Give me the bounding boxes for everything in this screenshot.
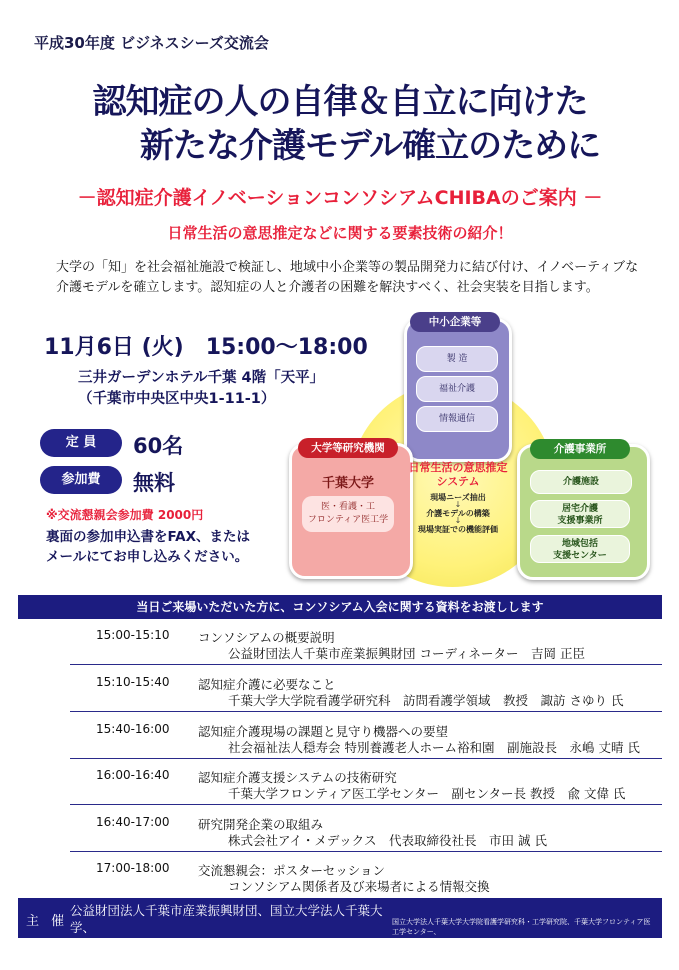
divider bbox=[70, 664, 662, 665]
subtitle: －認知症介護イノベーションコンソシアムCHIBAのご案内 － bbox=[77, 187, 603, 209]
care-item-facility: 介護施設 bbox=[530, 470, 632, 494]
schedule-topic: 交流懇親会：ポスターセッション bbox=[198, 863, 386, 878]
schedule-topic: コンソシアムの概要説明 bbox=[198, 630, 335, 645]
divider bbox=[70, 758, 662, 759]
center-title-line-1: 日常生活の意思推定 bbox=[408, 461, 508, 474]
schedule-speaker: 千葉大学フロンティア医工学センター 副センター長 教授 兪 文偉 氏 bbox=[228, 786, 626, 801]
venue-name: 三井ガーデンホテル千葉 4階「天平」 bbox=[78, 370, 325, 386]
venue bbox=[78, 368, 324, 410]
fee-badge: 参加費 bbox=[40, 466, 122, 494]
schedule-speaker: 千葉大学大学院看護学研究科 訪問看護学領域 教授 諏訪 さゆり 氏 bbox=[228, 693, 624, 708]
center-step-evaluation: 現場実証での機能評価 bbox=[418, 525, 498, 534]
organizer-line-2: 認知症介護イノベーションコンソシアムCHIBA設立準備委員会（ bbox=[70, 937, 394, 969]
schedule-banner: 当日ご来場いただいた方に、コンソシアム入会に関する資料をお渡しします bbox=[18, 595, 662, 619]
divider bbox=[70, 851, 662, 852]
schedule-topic: 認知症介護に必要なこと bbox=[198, 677, 336, 692]
schedule-time: 15:40-16:00 bbox=[96, 722, 170, 736]
schedule-speaker: 公益財団法人千葉市産業振興財団 コーディネーター 吉岡 正臣 bbox=[228, 646, 585, 661]
sme-header: 中小企業等 bbox=[410, 312, 500, 332]
committee-members bbox=[392, 917, 657, 957]
divider bbox=[70, 804, 662, 805]
committee-line-1: 国立大学法人千葉大学大学院看護学研究科・工学研究院、千葉大学フロンティア医工学センター、 bbox=[392, 918, 651, 936]
down-arrow-icon: ↓ bbox=[454, 500, 462, 509]
university-departments-line-2: フロンティア医工学 bbox=[307, 515, 389, 525]
center-step-model: 介護モデルの構築 bbox=[426, 509, 490, 518]
schedule-time: 16:40-17:00 bbox=[96, 815, 170, 829]
venue-address: （千葉市中央区中央1-11-1） bbox=[78, 391, 276, 407]
apply-line-1: 裏面の参加申込書をFAX、または bbox=[46, 529, 251, 545]
university-name: 千葉大学 bbox=[321, 476, 374, 491]
sme-item-welfare: 福祉介護 bbox=[416, 376, 498, 402]
schedule-speaker: コンソシアム関係者及び来場者による情報交換 bbox=[228, 879, 490, 894]
intro-line-2: 介護モデルを確立します。認知症の人と介護者の困難を解決すべく、社会実装を目指します。 bbox=[56, 280, 599, 295]
main-title-line-2: 新たな介護モデル確立のために bbox=[139, 126, 601, 166]
intro-line-1: 大学の「知」を社会福祉施設で検証し、地域中小企業等の製品開発力に結び付け、イノベーティブな bbox=[56, 260, 639, 275]
sme-item-ict: 情報通信 bbox=[416, 406, 498, 432]
capacity-value: 60名 bbox=[133, 434, 184, 458]
schedule-time: 17:00-18:00 bbox=[96, 861, 170, 875]
fee-value: 無料 bbox=[133, 471, 175, 495]
party-fee-note: ※交流懇親会参加費 2000円 bbox=[46, 508, 204, 522]
event-datetime: 11月6日 (火) 15:00～18:00 bbox=[44, 335, 368, 360]
organizer-line-1: 公益財団法人千葉市産業振興財団、国立大学法人千葉大学、 bbox=[70, 903, 383, 935]
schedule-speaker: 株式会社アイ・メデックス 代表取締役社長 市田 誠 氏 bbox=[228, 833, 547, 848]
apply-line-2: メールにてお申し込みください。 bbox=[46, 549, 249, 565]
care-header: 介護事業所 bbox=[530, 439, 630, 459]
care-item-community-center: 地域包括 支援センター bbox=[530, 535, 630, 563]
committee-line-2: 株式会社アイ・メデックス、株式会社エー・シー・イー、こだま国際特許商標事務所 ） bbox=[392, 938, 651, 956]
care-item-home-care: 居宅介護 支援事業所 bbox=[530, 500, 630, 528]
university-departments bbox=[302, 496, 394, 532]
schedule-topic: 研究開発企業の取組み bbox=[198, 817, 324, 832]
main-title-line-1: 認知症の人の自律＆自立に向けた bbox=[92, 82, 588, 122]
center-system-title bbox=[403, 461, 513, 489]
schedule-time: 15:00-15:10 bbox=[96, 628, 170, 642]
center-step-needs: 現場ニーズ抽出 bbox=[430, 493, 486, 502]
schedule-time: 16:00-16:40 bbox=[96, 768, 170, 782]
apply-instructions bbox=[46, 527, 250, 567]
down-arrow-icon: ↓ bbox=[454, 516, 462, 525]
capacity-badge: 定 員 bbox=[40, 429, 122, 457]
schedule-speaker: 社会福祉法人穏寿会 特別養護老人ホーム裕和園 副施設長 永嶋 丈晴 氏 bbox=[228, 740, 640, 755]
university-header: 大学等研究機関 bbox=[298, 438, 398, 458]
university-departments-line-1: 医・看護・工 bbox=[320, 502, 375, 512]
schedule-topic: 認知症介護現場の課題と見守り機器への要望 bbox=[198, 724, 449, 739]
schedule-time: 15:10-15:40 bbox=[96, 675, 170, 689]
center-title-line-2: システム bbox=[436, 475, 480, 488]
tagline: 日常生活の意思推定などに関する要素技術の紹介！ bbox=[167, 224, 513, 242]
divider bbox=[70, 711, 662, 712]
event-name: 平成30年度 ビジネスシーズ交流会 bbox=[34, 34, 269, 52]
sme-item-manufacturing: 製 造 bbox=[416, 346, 498, 372]
intro-text bbox=[56, 258, 646, 298]
organizer-label: 主 催 bbox=[26, 914, 69, 929]
schedule-topic: 認知症介護支援システムの技術研究 bbox=[198, 770, 397, 785]
